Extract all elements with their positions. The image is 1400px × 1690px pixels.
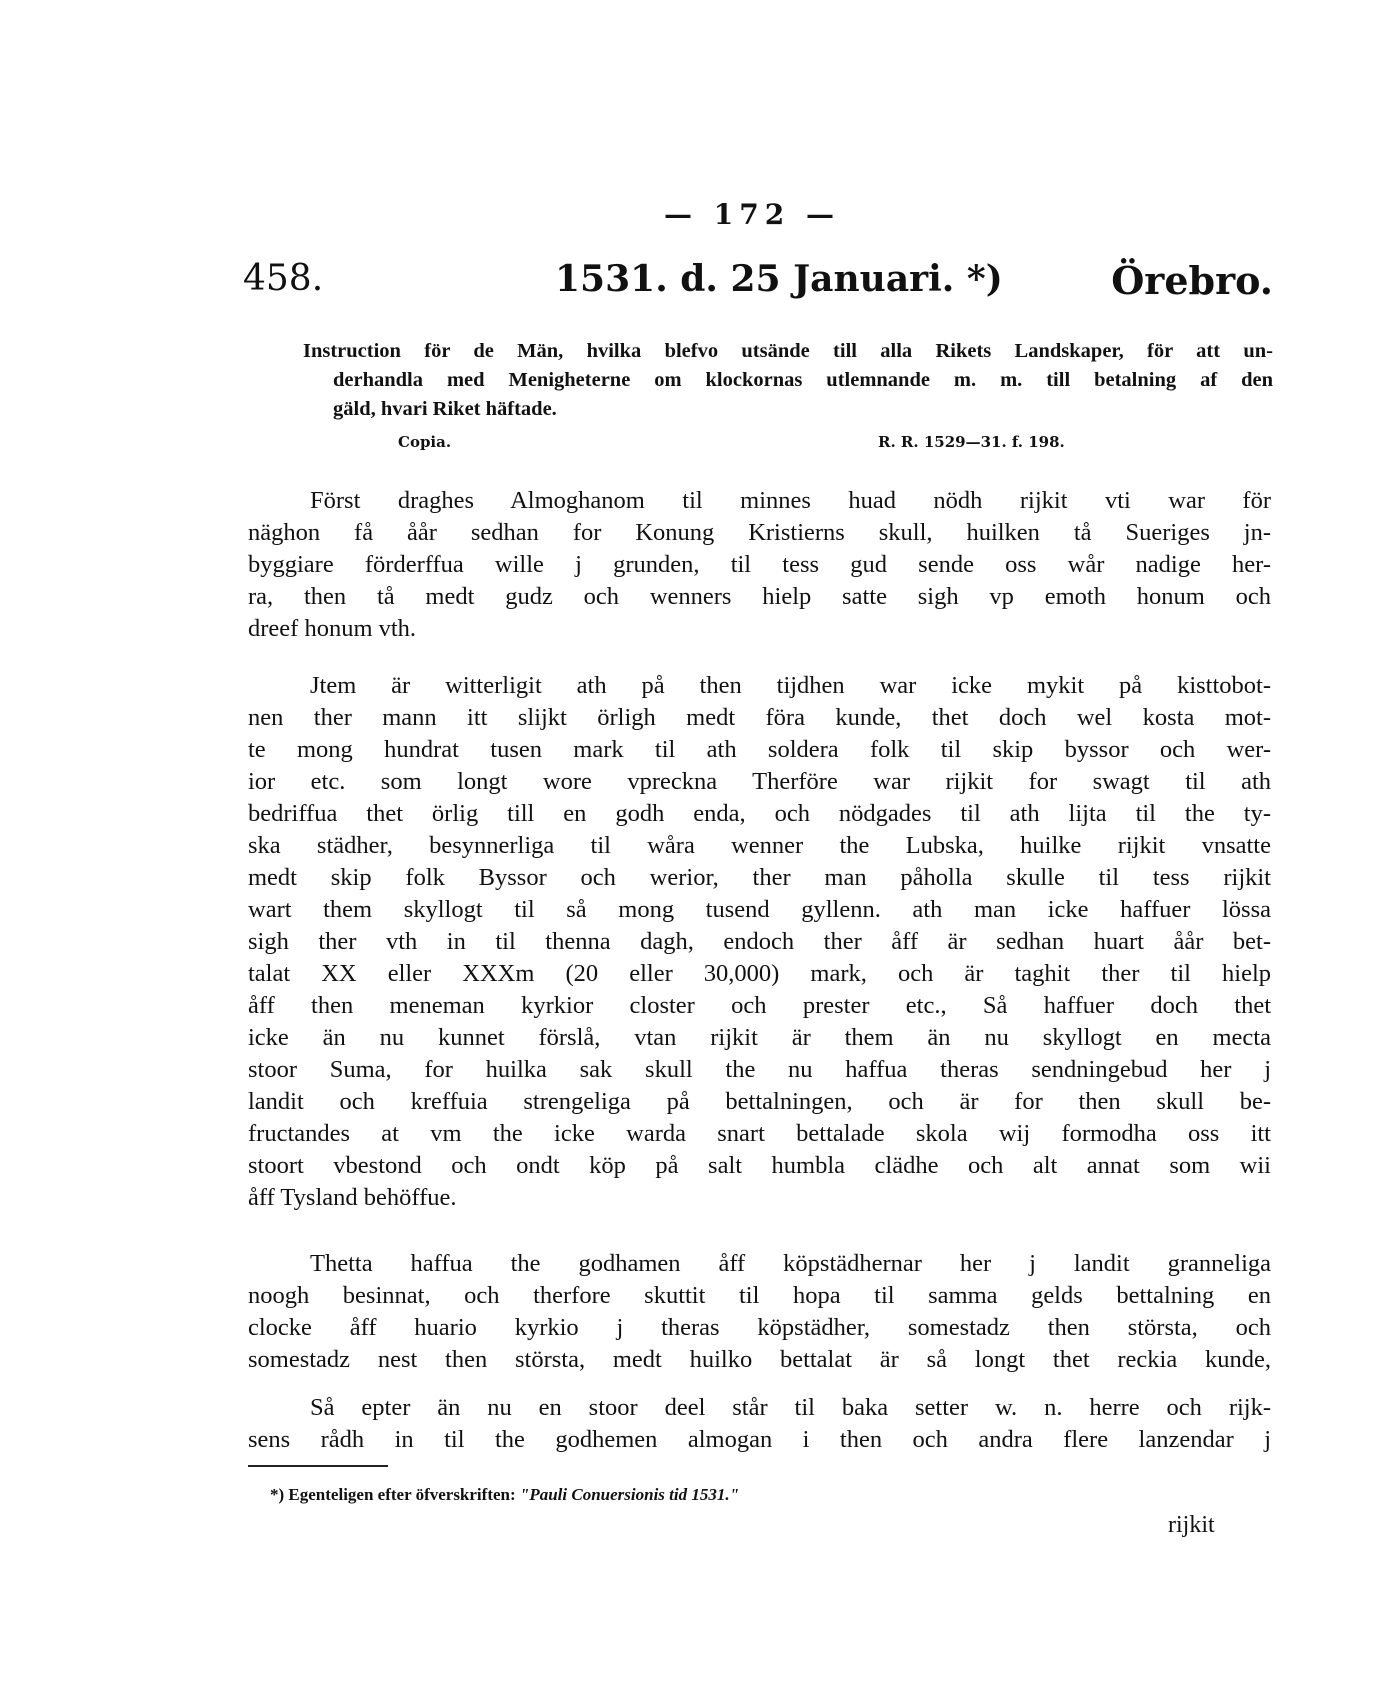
text-line: ska städher, besynnerliga til wåra wenner the Lubska, huilke rijkit vnsatte (248, 832, 1271, 859)
text-line: medt skip folk Byssor och werior, ther man påholla skulle til tess rijkit (248, 864, 1271, 891)
text-line: noogh besinnat, och therfore skuttit til hopa til samma gelds bettalning en (248, 1282, 1271, 1309)
footnote-quote: "Pauli Conuersionis tid 1531." (519, 1485, 740, 1504)
text-line: näghon få åår sedhan for Konung Kristierns skull, huilken tå Sueriges jn- (248, 519, 1271, 546)
document-summary (303, 337, 1273, 424)
text-line: sens rådh in til the godhemen almogan i then och andra flere lanzendar j (248, 1426, 1271, 1453)
page-number: — 172 — (664, 198, 840, 231)
document-place: Örebro. (1111, 258, 1273, 303)
document-header (243, 258, 1273, 308)
footnote-marker: *) (270, 1485, 285, 1504)
catchword: rijkit (1168, 1512, 1215, 1538)
paragraph-2 (248, 670, 1271, 1214)
text-line: byggiare förderffua wille j grunden, til tess gud sende oss wår nadige her- (248, 551, 1271, 578)
text-line: somestadz nest then största, medt huilko bettalat är så longt thet reckia kunde, (248, 1346, 1271, 1373)
text-line: nen ther mann itt slijkt örligh medt föra kunde, thet doch wel kosta mot- (248, 704, 1271, 731)
text-line: stoort vbestond och ondt köp på salt humbla clädhe och alt annat som wii (248, 1152, 1271, 1179)
text-line: ra, then tå medt gudz och wenners hielp satte sigh vp emoth honum och (248, 583, 1271, 610)
source-copia: Copia. (398, 433, 452, 451)
text-line: bedriffua thet örlig till en godh enda, och nödgades til ath lijta til the ty- (248, 800, 1271, 827)
document-number: 458. (243, 258, 324, 299)
document-date: 1531. d. 25 Januari. *) (555, 258, 1003, 300)
text-line: stoor Suma, for huilka sak skull the nu haffua theras sendningebud her j (248, 1056, 1271, 1083)
text-line: åff then meneman kyrkior closter och prester etc., Så haffuer doch thet (248, 992, 1271, 1019)
paragraph-4 (248, 1392, 1271, 1456)
text-line: Så epter än nu en stoor deel står til baka setter w. n. herre och rijk- (310, 1394, 1271, 1421)
text-line: ior etc. som longt wore vpreckna Therföre war rijkit for swagt til ath (248, 768, 1271, 795)
text-line: clocke åff huario kyrkio j theras köpstädher, somestadz then största, och (248, 1314, 1271, 1341)
text-line: icke än nu kunnet förslå, vtan rijkit är them än nu skyllogt en mecta (248, 1024, 1271, 1051)
text-line: fructandes at vm the icke warda snart bettalade skola wij formodha oss itt (248, 1120, 1271, 1147)
text-line: wart them skyllogt til så mong tusend gyllenn. ath man icke haffuer lössa (248, 896, 1271, 923)
source-reference: R. R. 1529—31. f. 198. (878, 433, 1065, 451)
footnote-text: Egenteligen efter öfverskriften: (288, 1485, 516, 1504)
text-line: talat XX eller XXXm (20 eller 30,000) mark, och är taghit ther til hielp (248, 960, 1271, 987)
text-line: dreef honum vth. (248, 615, 417, 642)
footnote-divider (248, 1465, 388, 1467)
text-line: landit och kreffuia strengeliga på bettalningen, och är for then skull be- (248, 1088, 1271, 1115)
paragraph-1 (248, 485, 1271, 645)
summary-line: gäld, hvari Riket häftade. (333, 398, 557, 420)
footnote (270, 1485, 739, 1505)
text-line: åff Tysland behöffue. (248, 1184, 457, 1211)
text-line: sigh ther vth in til thenna dagh, endoch ther åff är sedhan huart åår bet- (248, 928, 1271, 955)
summary-line: Instruction för de Män, hvilka blefvo utsände till alla Rikets Landskaper, för att un- (303, 340, 1273, 362)
text-line: Först draghes Almoghanom til minnes huad nödh rijkit vti war för (310, 487, 1271, 514)
summary-line: derhandla med Menigheterne om klockornas utlemnande m. m. till betalning af den (333, 369, 1273, 391)
text-line: te mong hundrat tusen mark til ath soldera folk til skip byssor och wer- (248, 736, 1271, 763)
text-line: Jtem är witterligit ath på then tijdhen war icke mykit på kisttobot- (310, 672, 1271, 699)
text-line: Thetta haffua the godhamen åff köpstädhernar her j landit granneliga (310, 1250, 1271, 1277)
paragraph-3 (248, 1248, 1271, 1376)
